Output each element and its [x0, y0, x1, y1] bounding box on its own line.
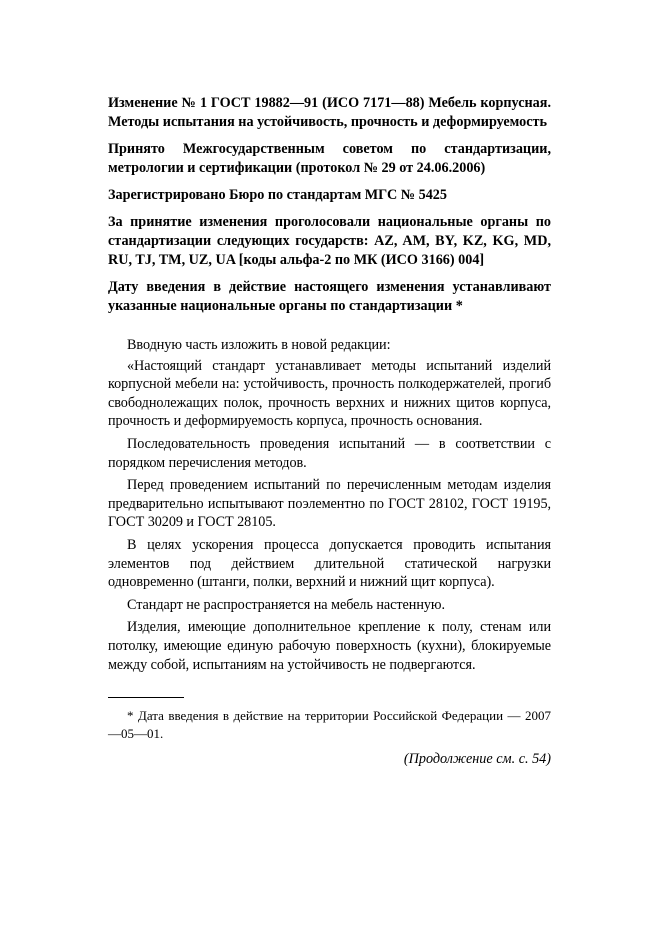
body-paragraph: Последовательность проведения испытаний — в соответствии с порядком перечисления методов. — [108, 435, 551, 471]
body-paragraph: Вводную часть изложить в новой редакции: — [127, 337, 391, 353]
amendment-title: Изменение № 1 ГОСТ 19882—91 (ИСО 7171—88) Мебель корпусная. Методы испытания на устойчивость, прочность и деформируемость — [108, 95, 551, 130]
body-paragraph: Изделия, имеющие дополнительное крепление к полу, стенам или потолку, имеющие единую рабочую поверхность (кухни), блокируемые между собой, испытаниям на устойчивость не подвергаются. — [108, 619, 551, 673]
continuation-note: (Продолжение см. с. 54) — [403, 751, 551, 768]
effective-date-note: Дату введения в действие настоящего изменения устанавливают указанные национальные органы по стандартизации * — [108, 279, 551, 314]
footnote-divider — [108, 697, 184, 698]
document-page — [108, 94, 551, 769]
adopted-by: Принято Межгосударственным советом по стандартизации, метрологии и сертификации (протокол № 29 от 24.06.2006) — [108, 141, 551, 176]
body-paragraph: Перед проведением испытаний по перечисленным методам изделия предварительно испытывают поэлементно по ГОСТ 28102, ГОСТ 19195, ГОСТ 30209 и ГОСТ 28105. — [108, 477, 551, 531]
voting-countries: За принятие изменения проголосовали национальные органы по стандартизации следующих государств: AZ, AM, BY, KZ, KG, MD, RU, TJ, TM, UZ, UA [коды альфа-2 по МК (ИСО 3166) 004] — [108, 214, 551, 268]
body-paragraph: Стандарт не распространяется на мебель настенную. — [127, 596, 445, 613]
footnote: * Дата введения в действие на территории Российской Федерации — 2007—05—01. — [108, 708, 551, 741]
registration: Зарегистрировано Бюро по стандартам МГС № 5425 — [108, 187, 447, 203]
body-paragraph: В целях ускорения процесса допускается проводить испытания элементов под действием длительной статической нагрузки одновременно (штанги, полки, верхний и нижний щит корпуса). — [108, 536, 551, 591]
body-paragraph: «Настоящий стандарт устанавливает методы испытаний изделий корпусной мебели на: устойчивость, прочность полкодержателей, прогиб свободнолежащих полок, прочность верхних и нижних щитов корпуса, прочность и деформируемость корпуса, прочность основания. — [108, 357, 551, 430]
